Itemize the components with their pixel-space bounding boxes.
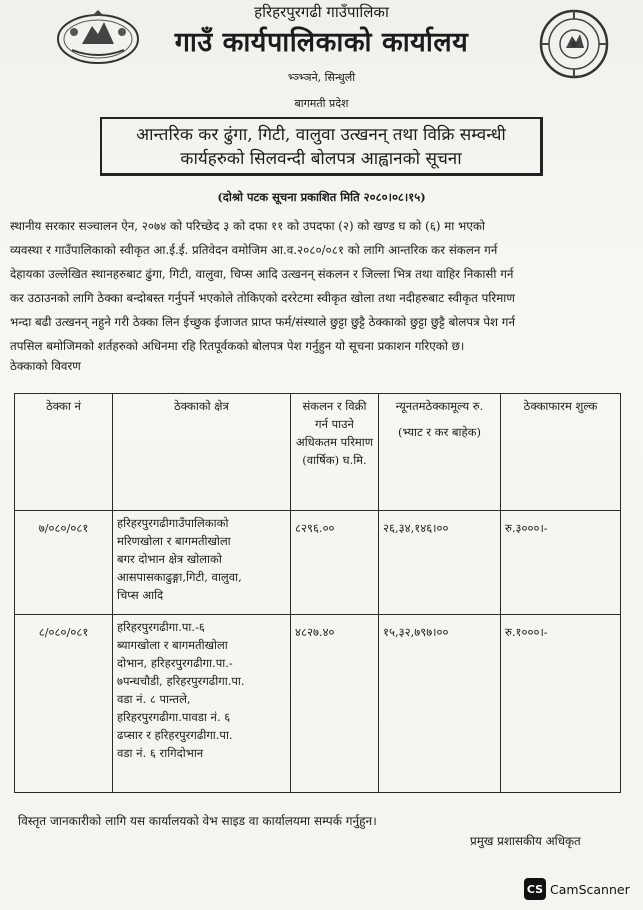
contract-number: ७/०८०/०८१ <box>15 511 113 615</box>
area-line: हरिहरपुरगढीगा.पा.-६ <box>117 620 205 634</box>
min-amount: १५,३२,७९७।०० <box>379 615 501 793</box>
area-line: चिप्स आदि <box>117 588 164 602</box>
table-header-row <box>15 394 621 511</box>
province-name: बागमती प्रदेश <box>294 97 349 110</box>
body-line: भन्दा बढी उत्खनन् नहुने गरी ठेक्का लिन ईच्छुक ईजाजत प्राप्त फर्म/संस्थाले छुट्टा छुट्टै ठेक्काको छुट्टा छुट्टै बोलपत्र पेश गर्न <box>10 315 515 329</box>
table-row <box>15 615 621 793</box>
body-line: कर उठाउनको लागि ठेक्का बन्दोबस्त गर्नुपर्ने भएकोले तोकिएको दररेटमा स्वीकृत खोला तथा नदीहरुबाट स्वीकृत परिमाण <box>10 291 515 305</box>
header-form-fee: ठेक्काफारम शुल्क <box>501 394 621 511</box>
form-fee: रु.३०००।- <box>501 511 621 615</box>
min-amount: २६,३४,१४६।०० <box>379 511 501 615</box>
publication-date: (दोश्रो पटक सूचना प्रकाशित मिति २०८०।०८।१५) <box>217 190 426 204</box>
header-contract-no: ठेक्का नं <box>15 394 113 511</box>
notice-title-box <box>100 117 543 176</box>
table-row <box>15 511 621 615</box>
footer-contact-note: विस्तृत जानकारीको लागि यस कार्यालयको वेभ साइड वा कार्यालयमा सम्पर्क गर्नुहुन। <box>18 814 377 828</box>
camscanner-label: CamScanner <box>550 881 630 897</box>
area-line: आसपासकाढुङ्गा,गिटी, वालुवा, <box>117 570 242 584</box>
area-line: मरिणखोला र बागमतीखोला <box>117 534 231 548</box>
notice-title-line-2: कार्यहरुको सिलवन्दी बोलपत्र आह्वानको सूचना <box>180 149 462 169</box>
contracts-table <box>14 393 621 793</box>
form-fee: रु.१०००।- <box>501 615 621 793</box>
camscanner-logo-icon: CS <box>524 878 546 900</box>
camscanner-watermark <box>524 878 630 900</box>
area-line: बगर दोभान क्षेत्र खोलाको <box>117 552 222 566</box>
body-line: व्यवस्था र गाउँपालिकाको स्वीकृत आ.ई.ई. प्रतिवेदन वमोजिम आ.व.२०८०/०८१ को लागि आन्तरिक कर संकलन गर्न <box>10 243 498 257</box>
area-line: ७पन्धचौडी, हरिहरपुरगढीगा.पा. <box>117 674 245 688</box>
notice-body <box>10 214 632 358</box>
contract-number: ८/०८०/०८१ <box>15 615 113 793</box>
header-min-amount-note: (भ्याट र कर बाहेक) <box>398 425 481 439</box>
municipality-name: हरिहरपुरगढी गाउँपालिका <box>254 3 389 21</box>
notice-title-line-1: आन्तरिक कर ढुंगा, गिटी, वालुवा उत्खनन् तथा विक्रि सम्वन्धी <box>136 125 506 145</box>
area-line: हरिहरपुरगढीगा.पावडा नं. ६ <box>117 710 231 724</box>
area-line: हरिहरपुरगढीगाउँपालिकाको <box>117 516 229 530</box>
area-line: ब्यागखोला र बागमतीखोला <box>117 638 228 652</box>
header-max-quantity: संकलन र विक्री गर्न पाउने अधिकतम परिमाण (वार्षिक) घ.मि. <box>291 394 379 511</box>
contract-details-heading: ठेक्काको विवरण <box>10 359 81 373</box>
header-min-amount-label: न्यूनतमठेक्कामूल्य रु. <box>395 399 484 413</box>
contract-area <box>113 615 291 793</box>
max-quantity: ४८२७.४० <box>291 615 379 793</box>
office-title: गाउँ कार्यपालिकाको कार्यालय <box>174 27 469 58</box>
body-line: तपसिल बमोजिमको शर्तहरुको अधिनमा रहि रितपूर्वकको बोलपत्र पेश गर्नुहुन यो सूचना प्रकाशन गरिएको छ। <box>10 339 465 353</box>
office-address: भ्ञ्भ्ञने, सिन्धुली <box>287 71 356 84</box>
area-line: दोभान, हरिहरपुरगढीगा.पा.- <box>117 656 233 670</box>
area-line: वडा नं. ६ रागिदोभान <box>117 746 204 760</box>
body-line: स्थानीय सरकार सञ्चालन ऐन, २०७४ को परिच्छेद ३ को दफा ११ को उपदफा (२) को खण्ड घ को (६) मा भएको <box>10 219 485 233</box>
area-line: वडा नं. ८ पान्तले, <box>117 692 191 706</box>
body-line: देहायका उल्लेखित स्थानहरुबाट ढुंगा, गिटी, वालुवा, चिप्स आदि उत्खनन् संकलन र जिल्ला भित्र तथा वाहिर निकासी गर्न <box>10 267 514 281</box>
header-area: ठेक्काको क्षेत्र <box>113 394 291 511</box>
area-line: ढप्सार र हरिहरपुरगढीगा.पा. <box>117 728 233 742</box>
contract-area <box>113 511 291 615</box>
header-min-amount <box>379 394 501 511</box>
max-quantity: ८२९६.०० <box>291 511 379 615</box>
signatory-title: प्रमुख प्रशासकीय अधिकृत <box>470 834 581 848</box>
